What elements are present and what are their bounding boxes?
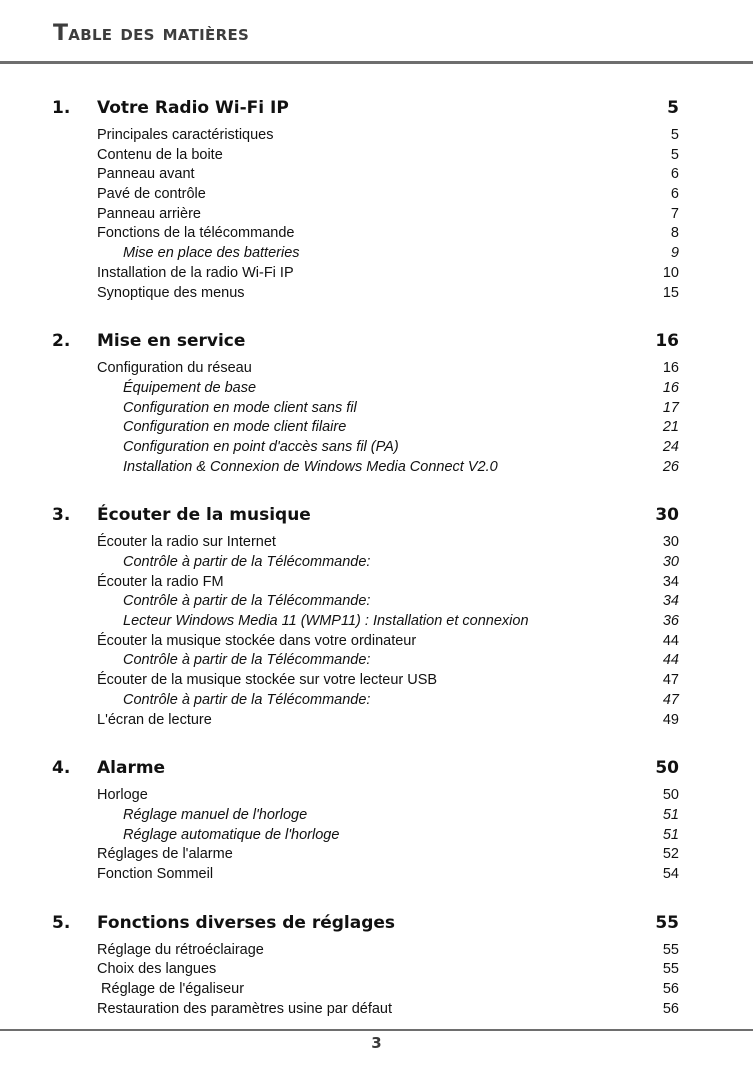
toc-subentry[interactable] xyxy=(0,806,753,826)
entry-label: Mise en place des batteries xyxy=(123,245,300,262)
entry-page-number: 56 xyxy=(662,1000,679,1017)
entry-page-number: 50 xyxy=(662,787,679,804)
section-heading[interactable] xyxy=(0,909,753,937)
toc-section xyxy=(0,327,753,477)
toc-subentry[interactable] xyxy=(0,651,753,671)
entry-page-number: 44 xyxy=(662,652,679,669)
entry-page-number: 47 xyxy=(662,672,679,689)
entry-label: Écouter la musique stockée dans votre ordinateur xyxy=(97,632,417,649)
entry-page-number: 51 xyxy=(662,826,679,843)
entry-label: Installation & Connexion de Windows Media Connect V2.0 xyxy=(123,458,498,475)
toc-subentry[interactable] xyxy=(0,244,753,264)
toc-entry[interactable] xyxy=(0,126,753,146)
entry-label: Installation de la radio Wi-Fi IP xyxy=(97,264,294,281)
entry-label: Principales caractéristiques xyxy=(97,127,274,143)
section-number: 4. xyxy=(52,758,71,779)
entry-label: Configuration en point d'accès sans fil (PA) xyxy=(123,438,399,455)
page-header xyxy=(0,0,753,64)
toc-entry[interactable] xyxy=(0,264,753,284)
toc-subentry[interactable] xyxy=(0,458,753,478)
toc-entry[interactable] xyxy=(0,632,753,652)
entry-page-number: 5 xyxy=(670,127,679,143)
toc-subentry[interactable] xyxy=(0,691,753,711)
entry-label: Lecteur Windows Media 11 (WMP11) : Installation et connexion xyxy=(123,613,529,630)
entry-label: Configuration en mode client sans fil xyxy=(123,399,357,416)
entry-label: Panneau avant xyxy=(97,166,195,183)
toc-entry[interactable] xyxy=(0,224,753,244)
entry-label: Horloge xyxy=(97,787,148,804)
entry-page-number: 17 xyxy=(662,399,679,416)
section-number: 3. xyxy=(52,505,71,526)
entry-page-number: 24 xyxy=(662,438,679,455)
header-divider xyxy=(0,61,753,64)
entry-label: Fonctions de la télécommande xyxy=(97,225,295,242)
toc-subentry[interactable] xyxy=(0,438,753,458)
entry-label: Réglages de l'alarme xyxy=(97,846,233,863)
entry-page-number: 55 xyxy=(662,941,679,958)
entry-page-number: 21 xyxy=(662,419,679,436)
entry-page-number: 15 xyxy=(662,284,679,301)
toc-section xyxy=(0,909,753,1020)
toc-entry[interactable] xyxy=(0,165,753,185)
entry-label: Panneau arrière xyxy=(97,205,201,222)
entry-page-number: 7 xyxy=(670,205,679,222)
entry-page-number: 10 xyxy=(662,264,679,281)
toc-entry[interactable] xyxy=(0,533,753,553)
toc-section xyxy=(0,754,753,884)
section-page-number: 55 xyxy=(655,912,679,933)
toc-entry[interactable] xyxy=(0,573,753,593)
entry-label: Contrôle à partir de la Télécommande: xyxy=(123,691,371,708)
section-title: Votre Radio Wi-Fi IP xyxy=(97,98,289,118)
entry-label: Réglage manuel de l'horloge xyxy=(123,806,308,823)
section-number: 5. xyxy=(52,912,71,933)
entry-label: Réglage automatique de l'horloge xyxy=(123,826,340,843)
entry-page-number: 5 xyxy=(670,146,679,163)
toc-entry[interactable] xyxy=(0,865,753,885)
toc-entry[interactable] xyxy=(0,960,753,980)
table-of-contents xyxy=(0,94,753,1043)
entry-label: Écouter la radio sur Internet xyxy=(97,534,276,551)
entry-label: Écouter la radio FM xyxy=(97,573,224,590)
section-title: Mise en service xyxy=(97,331,246,352)
entry-page-number: 9 xyxy=(670,245,679,262)
toc-section xyxy=(0,501,753,730)
entry-page-number: 36 xyxy=(662,613,679,630)
toc-entry[interactable] xyxy=(0,146,753,166)
entry-label: Pavé de contrôle xyxy=(97,186,206,203)
footer-divider xyxy=(0,1029,753,1031)
toc-entry[interactable] xyxy=(0,1000,753,1020)
entry-label: L'écran de lecture xyxy=(97,711,212,728)
entry-page-number: 34 xyxy=(662,573,679,590)
entry-page-number: 54 xyxy=(662,865,679,882)
entry-label: Synoptique des menus xyxy=(97,284,245,301)
toc-entry[interactable] xyxy=(0,205,753,225)
section-number: 1. xyxy=(52,98,71,118)
entry-label: Contenu de la boite xyxy=(97,146,223,163)
toc-subentry[interactable] xyxy=(0,399,753,419)
entry-page-number: 47 xyxy=(662,691,679,708)
section-heading[interactable] xyxy=(0,754,753,782)
entry-page-number: 16 xyxy=(662,379,679,396)
toc-subentry[interactable] xyxy=(0,553,753,573)
entry-page-number: 51 xyxy=(662,806,679,823)
entry-label: Contrôle à partir de la Télécommande: xyxy=(123,554,371,570)
section-title: Fonctions diverses de réglages xyxy=(97,912,396,933)
entry-page-number: 52 xyxy=(662,846,679,863)
toc-entry[interactable] xyxy=(0,359,753,379)
entry-label: Choix des langues xyxy=(97,961,217,978)
entry-page-number: 34 xyxy=(662,593,679,610)
toc-subentry[interactable] xyxy=(0,418,753,438)
toc-entry[interactable] xyxy=(0,671,753,691)
toc-entry[interactable] xyxy=(0,980,753,1000)
entry-label: Réglage du rétroéclairage xyxy=(97,941,264,958)
section-heading[interactable] xyxy=(0,94,753,122)
entry-page-number: 56 xyxy=(662,981,679,997)
entry-page-number: 30 xyxy=(662,534,679,551)
section-page-number: 16 xyxy=(655,331,679,352)
entry-label: Réglage de l'égaliseur xyxy=(97,981,245,997)
entry-page-number: 30 xyxy=(662,554,679,570)
toc-entry[interactable] xyxy=(0,941,753,961)
section-page-number: 50 xyxy=(655,758,679,779)
toc-entry[interactable] xyxy=(0,786,753,806)
entry-label: Équipement de base xyxy=(123,379,257,396)
toc-subentry[interactable] xyxy=(0,379,753,399)
toc-entry[interactable] xyxy=(0,845,753,865)
entry-page-number: 6 xyxy=(670,186,679,203)
entry-label: Fonction Sommeil xyxy=(97,865,214,882)
entry-page-number: 49 xyxy=(662,711,679,728)
toc-subentry[interactable] xyxy=(0,612,753,632)
section-page-number: 5 xyxy=(667,98,679,118)
entry-label: Configuration en mode client filaire xyxy=(123,419,347,436)
toc-subentry[interactable] xyxy=(0,826,753,846)
toc-subentry[interactable] xyxy=(0,592,753,612)
entry-label: Contrôle à partir de la Télécommande: xyxy=(123,652,371,669)
toc-entry[interactable] xyxy=(0,185,753,205)
entry-label: Configuration du réseau xyxy=(97,360,252,377)
section-heading[interactable] xyxy=(0,501,753,529)
section-title: Écouter de la musique xyxy=(97,505,311,526)
page-title-text: Table des matières xyxy=(53,21,250,46)
entry-label: Restauration des paramètres usine par défaut xyxy=(97,1000,393,1017)
page-title xyxy=(53,20,249,48)
entry-page-number: 26 xyxy=(662,458,679,475)
toc-section xyxy=(0,94,753,303)
section-title: Alarme xyxy=(97,758,166,779)
section-page-number: 30 xyxy=(655,505,679,526)
entry-label: Écouter de la musique stockée sur votre lecteur USB xyxy=(97,672,438,689)
section-heading[interactable] xyxy=(0,327,753,355)
section-number: 2. xyxy=(52,331,71,352)
toc-entry[interactable] xyxy=(0,711,753,731)
entry-page-number: 44 xyxy=(662,632,679,649)
toc-entry[interactable] xyxy=(0,284,753,304)
entry-page-number: 6 xyxy=(670,166,679,183)
entry-page-number: 16 xyxy=(662,360,679,377)
entry-page-number: 8 xyxy=(670,225,679,242)
page-number: 3 xyxy=(371,1034,382,1052)
entry-page-number: 55 xyxy=(662,961,679,978)
entry-label: Contrôle à partir de la Télécommande: xyxy=(123,593,371,610)
